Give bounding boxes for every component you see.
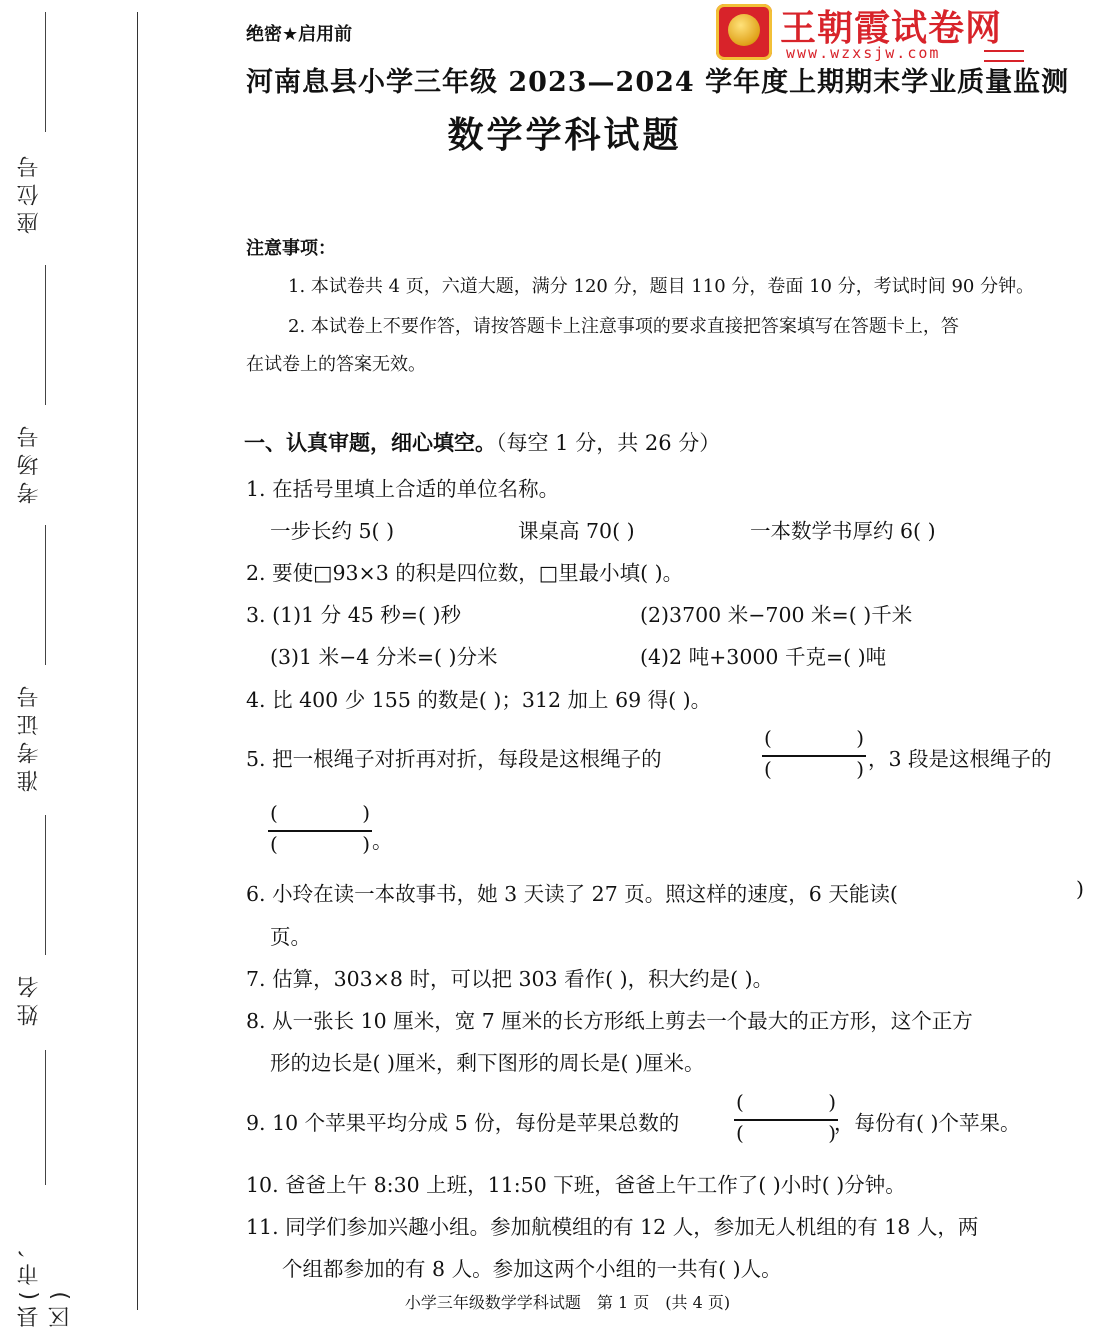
- question-2: 2. 要使□93×3 的积是四位数，□里最小填( )。: [246, 561, 684, 585]
- question-11-line-1: 11. 同学们参加兴趣小组。参加航模组的有 12 人，参加无人机组的有 18 人，两: [246, 1215, 979, 1239]
- section-heading-title: 一、认真审题，细心填空。: [244, 431, 496, 455]
- ticket-rule: [45, 525, 46, 665]
- note-item-2-continued: 在试卷上的答案无效。: [246, 354, 426, 375]
- note-item-2: 2. 本试卷上不要作答，请按答题卡上注意事项的要求直接把答案填写在答题卡上，答: [288, 316, 959, 337]
- question-6-line-2: 页。: [270, 925, 311, 949]
- county-rule: [45, 1050, 46, 1185]
- question-3-part-4: (4)2 吨+3000 千克=( )吨: [640, 645, 887, 669]
- note-item-1: 1. 本试卷共 4 页，六道大题，满分 120 分，题目 110 分，卷面 10 分，考试时间 90 分钟。: [288, 276, 1035, 297]
- admission-number-label: 准考证号: [17, 680, 42, 792]
- question-6-line-1: 6. 小玲在读一本故事书，她 3 天读了 27 页。照这样的速度，6 天能读(: [246, 882, 898, 906]
- room-rule: [45, 265, 46, 405]
- question-9-stem-a: 9. 10 个苹果平均分成 5 份，每份是苹果总数的: [246, 1111, 680, 1135]
- question-3-part-3: (3)1 米−4 分米=( )分米: [270, 645, 498, 669]
- logo-brand: 王朝霞试卷网: [780, 8, 1003, 49]
- question-3-part-1: 3. (1)1 分 45 秒=( )秒: [246, 603, 461, 627]
- question-8-line-2: 形的边长是( )厘米，剩下图形的周长是( )厘米。: [270, 1051, 705, 1075]
- county-label: 县(市、区): [17, 1229, 73, 1328]
- question-11-line-2: 个组都参加的有 8 人。参加这两个小组的一共有( )人。: [282, 1257, 782, 1281]
- exam-title: 河南息县小学三年级 2023—2024 学年度上期期末学业质量监测: [246, 67, 1070, 98]
- question-6-close-paren: ): [1076, 877, 1084, 901]
- question-4: 4. 比 400 少 155 的数是( )；312 加上 69 得( )。: [246, 688, 712, 712]
- logo-emblem-icon: [716, 4, 772, 60]
- notes-heading: 注意事项：: [246, 238, 336, 259]
- question-1-blank-b: 课桌高 70( ): [518, 519, 635, 543]
- question-5-stem-b: ，3 段是这根绳子的: [868, 747, 1052, 771]
- question-1-blank-a: 一步长约 5( ): [270, 519, 395, 543]
- question-8-line-1: 8. 从一张长 10 厘米，宽 7 厘米的长方形纸上剪去一个最大的正方形，这个正方: [246, 1009, 973, 1033]
- question-5-end: 。: [372, 829, 393, 853]
- question-9-fraction: ( ) ( ): [736, 1090, 836, 1145]
- name-rule: [45, 815, 46, 955]
- subject-title: 数学学科试题: [447, 115, 682, 156]
- section-heading-score: （每空 1 分，共 26 分）: [496, 431, 721, 455]
- section-heading: [244, 427, 720, 457]
- question-1-blank-c: 一本数学书厚约 6( ): [750, 519, 936, 543]
- question-7: 7. 估算，303×8 时，可以把 303 看作( )，积大约是( )。: [246, 967, 774, 991]
- student-name-label: 姓名: [17, 970, 42, 1026]
- question-10: 10. 爸爸上午 8:30 上班，11:50 下班，爸爸上午工作了( )小时( )分钟。: [246, 1173, 906, 1197]
- secret-mark: 绝密★启用前: [246, 24, 353, 45]
- logo-url: www.wzxsjw.com: [786, 44, 941, 62]
- page-footer: 小学三年级数学学科试题 第 1 页 (共 4 页): [404, 1293, 731, 1312]
- question-5-fraction-1: ( ) ( ): [764, 726, 864, 781]
- question-3-part-2: (2)3700 米−700 米=( )千米: [640, 603, 913, 627]
- question-5-stem-a: 5. 把一根绳子对折再对折，每段是这根绳子的: [246, 747, 662, 771]
- site-logo: [714, 4, 1034, 64]
- question-9-stem-b: ，每份有( )个苹果。: [834, 1111, 1021, 1135]
- exam-room-label: 考场号: [17, 420, 42, 504]
- question-1-stem: 1. 在括号里填上合适的单位名称。: [246, 477, 560, 501]
- seat-number-label: 座位号: [17, 150, 42, 234]
- question-5-fraction-2: ( ) ( ): [270, 801, 370, 856]
- binding-line: [137, 12, 138, 1310]
